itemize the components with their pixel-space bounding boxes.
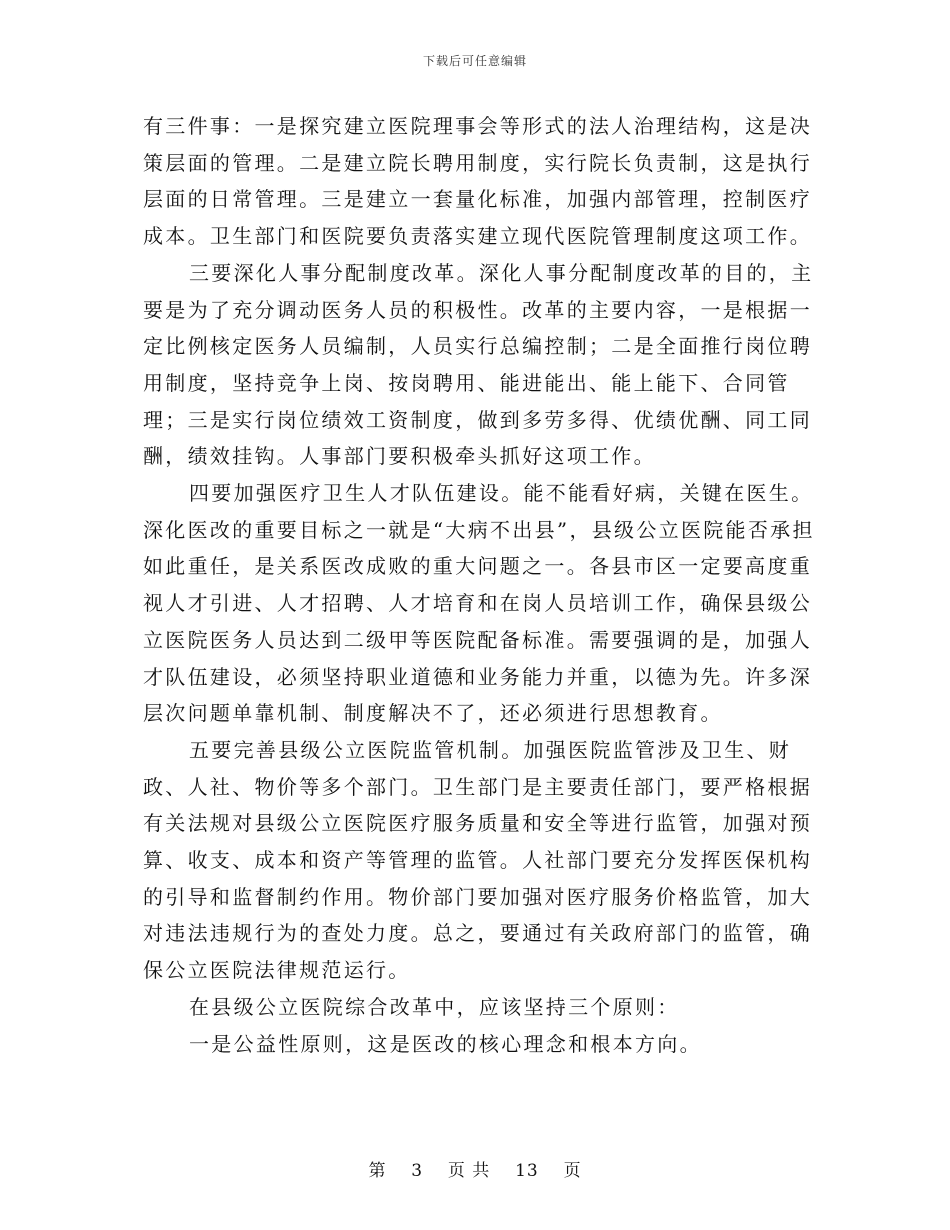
header-note: 下载后可任意编辑 [422, 54, 527, 68]
paragraph-2: 三要深化人事分配制度改革。深化人事分配制度改革的目的，主要是为了充分调动医务人员的积极性。改革的主要内容，一是根据一定比例核定医务人员编制，人员实行总编控制；二是全面推行岗位聘用制度，坚持竞争上岗、按岗聘用、能进能出、能上能下、合同管理；三是实行岗位绩效工资制度，做到多劳多得、优绩优酬、同工同酬，绩效挂钩。人事部门要积极牵头抓好这项工作。 [143, 260, 814, 469]
paragraph-6: 一是公益性原则，这是医改的核心理念和根本方向。 [189, 1031, 702, 1056]
footer-total-pages: 13 [515, 1161, 539, 1181]
paragraph-4: 五要完善县级公立医院监管机制。加强医院监管涉及卫生、财政、人社、物价等多个部门。卫生部门是主要责任部门，要严格根据有关法规对县级公立医院医疗服务质量和安全等进行监管，加强对预算、收支、成本和资产等管理的监管。人社部门要充分发挥医保机构的引导和监督制约作用。物价部门要加强对医疗服务价格监管，加大对违法违规行为的查处力度。总之，要通过有关政府部门的监管，确保公立医院法律规范运行。 [143, 737, 812, 983]
paragraph-5: 在县级公立医院综合改革中，应该坚持三个原则： [189, 994, 680, 1019]
footer-current-page: 3 [411, 1161, 424, 1181]
footer-middle: 页 共 [447, 1161, 491, 1181]
footer-suffix: 页 [563, 1161, 582, 1181]
document-body [143, 108, 823, 1062]
paragraph-1: 有三件事：一是探究建立医院理事会等形式的法人治理结构，这是决策层面的管理。二是建立院长聘用制度，实行院长负责制，这是执行层面的日常管理。三是建立一套量化标准，加强内部管理，控制医疗成本。卫生部门和医院要负责落实建立现代医院管理制度这项工作。 [143, 114, 812, 249]
page-footer [0, 1156, 950, 1181]
footer-prefix: 第 [368, 1161, 387, 1181]
paragraph-3: 四要加强医疗卫生人才队伍建设。能不能看好病，关键在医生。深化医改的重要目标之一就是“大病不出县”，县级公立医院能否承担如此重任，是关系医改成败的重大问题之一。各县市区一定要高度重视人才引进、人才招聘、人才培育和在岗人员培训工作，确保县级公立医院医务人员达到二级甲等医院配备标准。需要强调的是，加强人才队伍建设，必须坚持职业道德和业务能力并重，以德为先。许多深层次问题单靠机制、制度解决不了，还必须进行思想教育。 [143, 481, 815, 726]
